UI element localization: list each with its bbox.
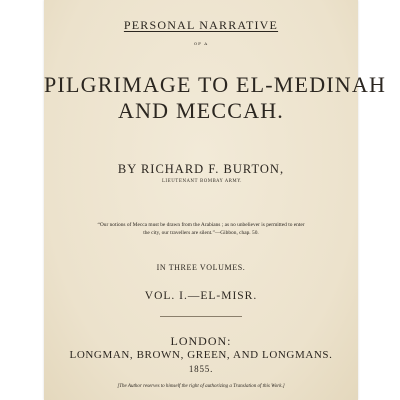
- author-rank: LIEUTENANT BOMBAY ARMY.: [162, 178, 243, 183]
- title-page: [44, 0, 387, 400]
- volumes-note: IN THREE VOLUMES.: [156, 263, 246, 272]
- divider-rule: [160, 316, 242, 317]
- quote-line-1: “Our notions of Mecca must be drawn from the Arabians ; as no unbeliever is permitted to enter: [97, 222, 305, 228]
- rights-note: [The Author reserves to himself the right of authorizing a Translation of this Work.]: [117, 384, 285, 389]
- title-line-2: AND MECCAH.: [118, 98, 284, 123]
- volume-label: VOL. I.—EL-MISR.: [144, 290, 258, 302]
- publisher: LONGMAN, BROWN, GREEN, AND LONGMANS.: [69, 349, 333, 361]
- epigraph-quote: [44, 221, 358, 237]
- quote-line-2: the city, our travellers are silent.”—Gibbon, chap. 50.: [143, 230, 259, 236]
- author-line: BY RICHARD F. BURTON,: [117, 162, 285, 176]
- publication-place: LONDON:: [170, 334, 232, 348]
- heading: PERSONAL NARRATIVE: [123, 18, 279, 32]
- connector-text: OF A: [193, 41, 209, 46]
- publication-year: 1855.: [188, 364, 214, 374]
- title-line-1: PILGRIMAGE TO EL-MEDINAH: [44, 72, 387, 97]
